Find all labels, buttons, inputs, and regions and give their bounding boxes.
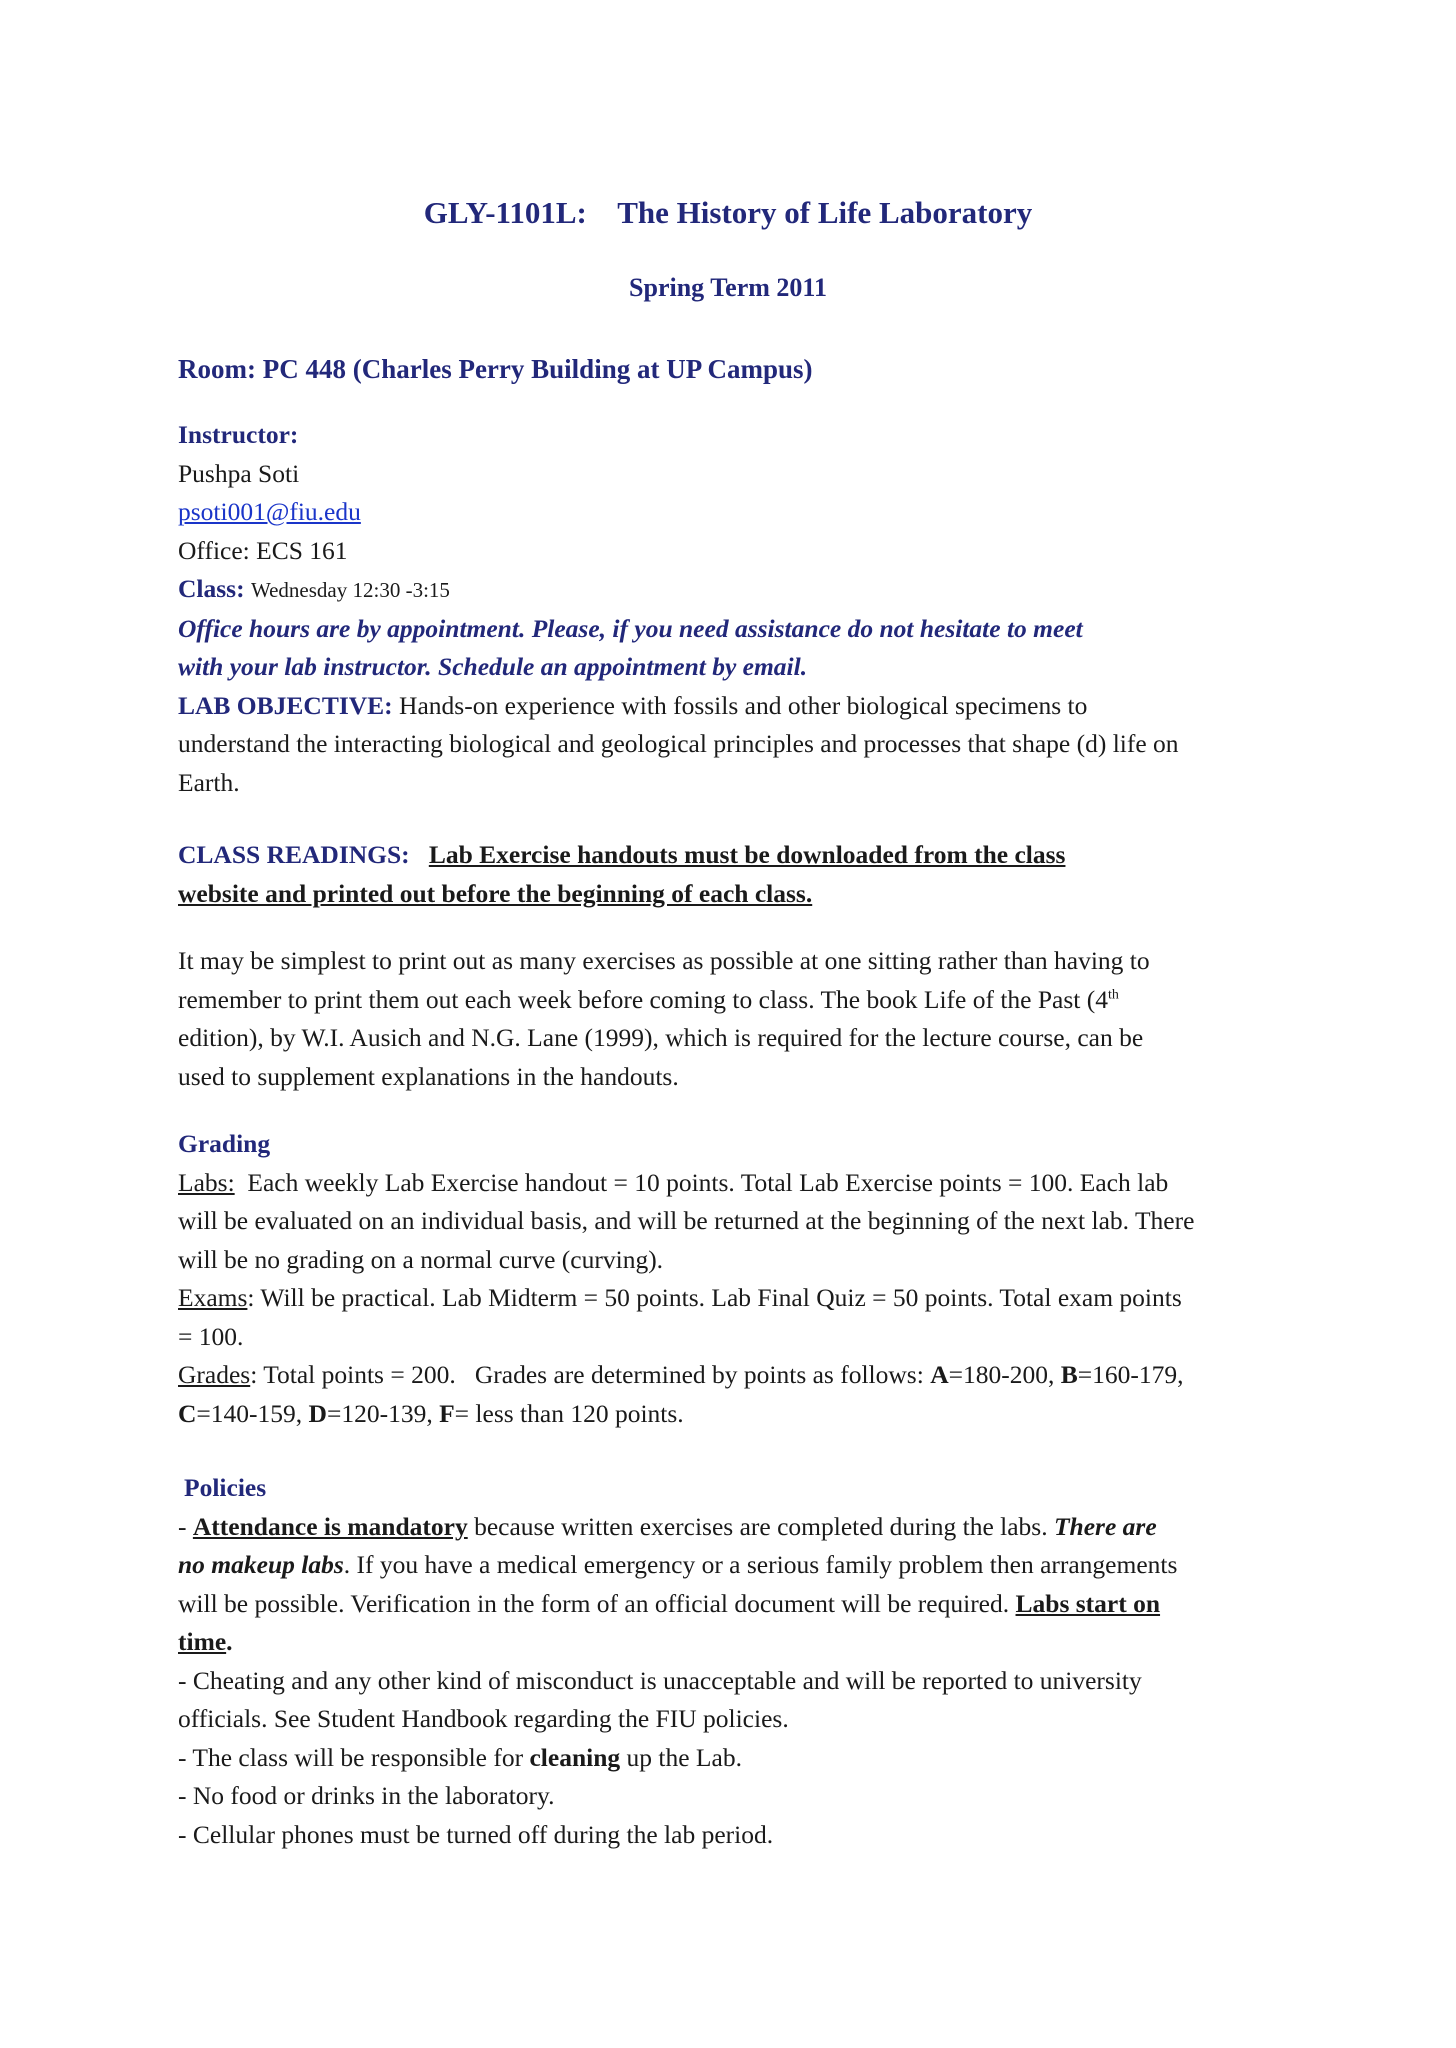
exams-label: Exams — [178, 1283, 248, 1312]
policies-section: Policies - Attendance is mandatory because written exercises are completed during the labs. There are no makeup labs. If you have a medical emergency or a serious family problem then arrangements will be possible. Verification in the form of an official document will be required. Labs start on time. - Cheating and any other kind of misconduct is unacceptable and will be reported to university officials. See Student Handbook regarding the FIU policies. - The class will be responsible for cleaning up the Lab. - No food or drinks in the laboratory. - Cellular phones must be turned off during the lab period. — [178, 1469, 1298, 1854]
instructor-section — [178, 416, 1298, 802]
policies-heading: Policies — [184, 1473, 267, 1502]
grading-heading: Grading — [178, 1129, 271, 1158]
office-hours-line1: Office hours are by appointment. Please, if you need assistance do not hesitate to meet — [178, 613, 1083, 643]
attendance-mandatory: Attendance is mandatory — [192, 1511, 468, 1541]
room-line: Room: PC 448 (Charles Perry Building at UP Campus) — [178, 354, 813, 384]
class-time: Wednesday 12:30 -3:15 — [250, 578, 450, 602]
instructor-email-link[interactable]: psoti001@fiu.edu — [178, 497, 361, 526]
course-title: GLY-1101L: The History of Life Laboratory — [423, 195, 1033, 230]
instructor-heading: Instructor: — [178, 420, 299, 449]
class-schedule — [178, 570, 1298, 610]
objective-label: LAB OBJECTIVE: — [178, 690, 393, 720]
readings-section — [178, 836, 1298, 913]
labs-label: Labs: — [178, 1167, 235, 1197]
instructor-name: Pushpa Soti — [178, 458, 300, 488]
readings-label: CLASS READINGS: — [178, 840, 410, 869]
grades-label: Grades — [178, 1360, 251, 1389]
grading-section: Grading Labs: Each weekly Lab Exercise handout = 10 points. Total Lab Exercise points = 100. Each lab will be evaluated on an individual basis, and will be returned at the beginning of the next lab. There will be no grading on a normal curve (curving). Exams: Will be practical. Lab Midterm = 50 points. Lab Final Quiz = 50 points. Total exam points = 100. Grades: Total points = 200. Grades are determined by points as follows: A=180-200, B=160-179, C=140-159, D=120-139, F= less than 120 points. — [178, 1125, 1298, 1433]
office-location: Office: ECS 161 — [178, 535, 348, 565]
term-heading: Spring Term 2011 — [629, 273, 827, 302]
office-hours-line2: with your lab instructor. Schedule an appointment by email. — [178, 652, 808, 681]
objective-line2: understand the interacting biological and geological principles and processes that shape (d) life on — [178, 729, 1179, 758]
readings-line2: website and printed out before the beginning of each class. — [178, 878, 813, 908]
objective-line1: LAB OBJECTIVE: Hands-on experience with fossils and other biological specimens to — [178, 690, 1088, 720]
readings-paragraph: It may be simplest to print out as many exercises as possible at one sitting rather than having to remember to print them out each week before coming to class. The book Life of the Past (4th edition), by W.I. Ausich and N.G. Lane (1999), which is required for the lecture course, can be used to supplement explanations in the handouts. — [178, 946, 1150, 1091]
readings-line1: CLASS READINGS: Lab Exercise handouts must be downloaded from the class — [178, 840, 1066, 869]
class-label: Class: — [178, 574, 245, 603]
objective-line3: Earth. — [178, 767, 240, 797]
